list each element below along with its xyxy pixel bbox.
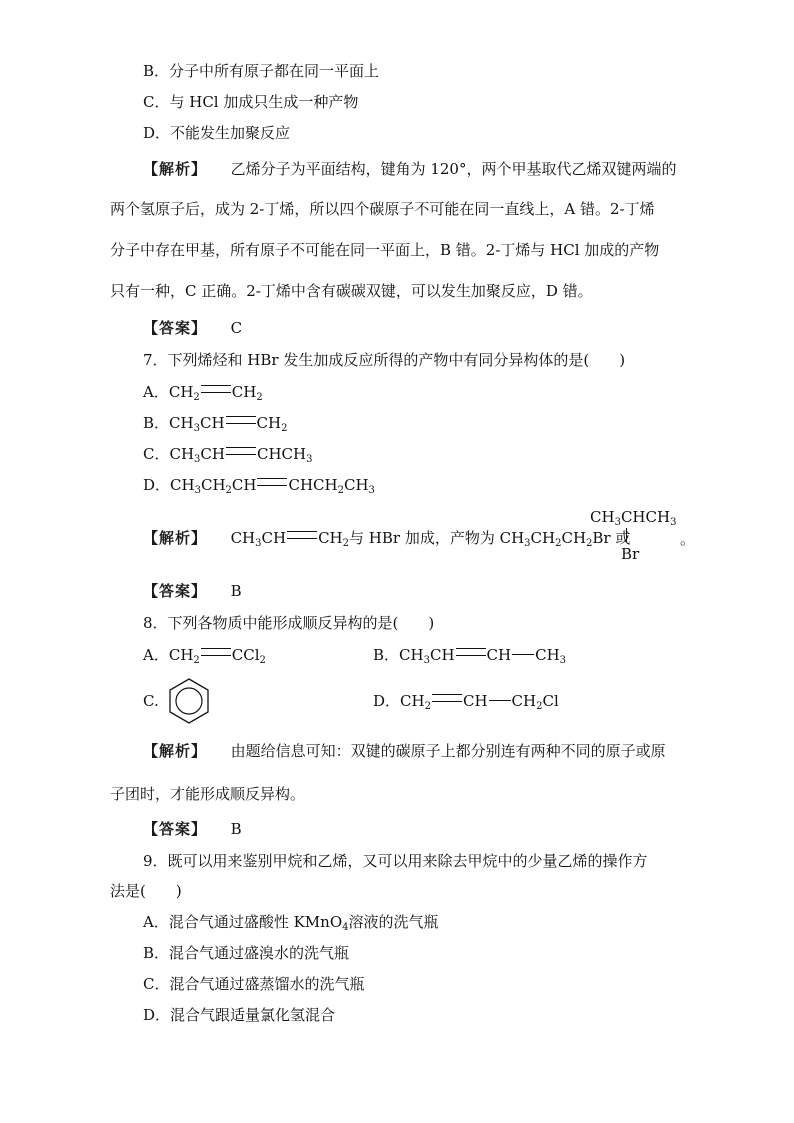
q8-option-c-label: C. [143, 692, 159, 710]
q7-option-b: B．$CH_3CH$ $CH_2$ [143, 414, 288, 434]
q7-structure-period: 。 [680, 530, 696, 548]
q6-option-c: C．与 HCl 加成只生成一种产物 [143, 93, 359, 111]
q6-analysis-line-1 [143, 159, 676, 179]
q6-analysis-line-2: 两个氢原子后，成为 2-丁烯，所以四个碳原子不可能在同一直线上，A 错。2-丁烯 [110, 200, 655, 218]
q7-answer [143, 581, 242, 601]
answer-tag: 【答案】 [143, 319, 208, 337]
q7-structure-br: Br [621, 545, 640, 563]
q6-analysis-line-4: 只有一种，C 正确。2-丁烯中含有碳碳双键，可以发生加聚反应，D 错。 [110, 282, 593, 300]
benzene-ring-icon [164, 676, 214, 726]
q9-option-b: B．混合气通过盛溴水的洗气瓶 [143, 944, 350, 962]
analysis-tag: 【解析】 [143, 742, 208, 760]
q7-branched-structure: $CH_3CHCH_3$ [590, 508, 677, 528]
analysis-text: 乙烯分子为平面结构，键角为 120°，两个甲基取代乙烯双键两端的 [230, 160, 677, 178]
q9-option-d: D．混合气跟适量氯化氢混合 [143, 1006, 336, 1024]
q8-analysis-line-2: 子团时，才能形成顺反异构。 [110, 785, 306, 803]
q8-analysis-line-1: 【解析】 由题给信息可知：双键的碳原子上都分别连有两种不同的原子或原 [143, 742, 666, 760]
q6-analysis-line-3: 分子中存在甲基，所有原子不可能在同一平面上，B 错。2-丁烯与 HCl 加成的产物 [110, 241, 660, 259]
q8-answer [143, 819, 242, 839]
answer-tag: 【答案】 [143, 582, 208, 600]
q6-answer [143, 318, 242, 338]
q9-option-c: C．混合气通过盛蒸馏水的洗气瓶 [143, 975, 365, 993]
q6-option-b: B．分子中所有原子都在同一平面上 [143, 62, 380, 80]
answer-tag: 【答案】 [143, 820, 208, 838]
q7-analysis: 【解析】 $CH_3CH$ $CH_2$与 HBr 加成，产物为 $CH_3CH_2CH_2Br$ 或 [143, 529, 631, 549]
q9-stem-line-1: 9．既可以用来鉴别甲烷和乙烯，又可以用来除去甲烷中的少量乙烯的操作方 [143, 852, 648, 870]
q8-option-a: A．$CH_2$ CCl$_2$ [143, 646, 266, 666]
q7-option-a: A．$CH_2$ $CH_2$ [143, 383, 263, 403]
q7-option-d: D．$CH_3CH_2CH$ $CHCH_2CH_3$ [143, 476, 375, 496]
answer-value: B [230, 582, 242, 600]
q7-option-c: C．$CH_3CH$ $CHCH_3$ [143, 445, 313, 465]
analysis-tag: 【解析】 [143, 160, 208, 178]
answer-value: C [230, 319, 243, 337]
q7-stem: 7．下列烯烃和 HBr 发生加成反应所得的产物中有同分异构体的是( ) [143, 351, 626, 369]
analysis-tag: 【解析】 [143, 529, 208, 547]
q9-stem-line-2: 法是( ) [110, 882, 182, 900]
q7-structure-bond [626, 528, 627, 542]
answer-value: B [230, 820, 242, 838]
q6-option-d: D．不能发生加聚反应 [143, 124, 291, 142]
q8-option-b: B．$CH_3CH$ CH $CH_3$ [373, 646, 567, 666]
q9-option-a: A．混合气通过盛酸性 KMnO$_4$溶液的洗气瓶 [143, 913, 439, 933]
q8-stem: 8．下列各物质中能形成顺反异构的是( ) [143, 614, 435, 632]
q8-option-d: D．$CH_2$ CH $CH_2Cl$ [373, 692, 559, 712]
